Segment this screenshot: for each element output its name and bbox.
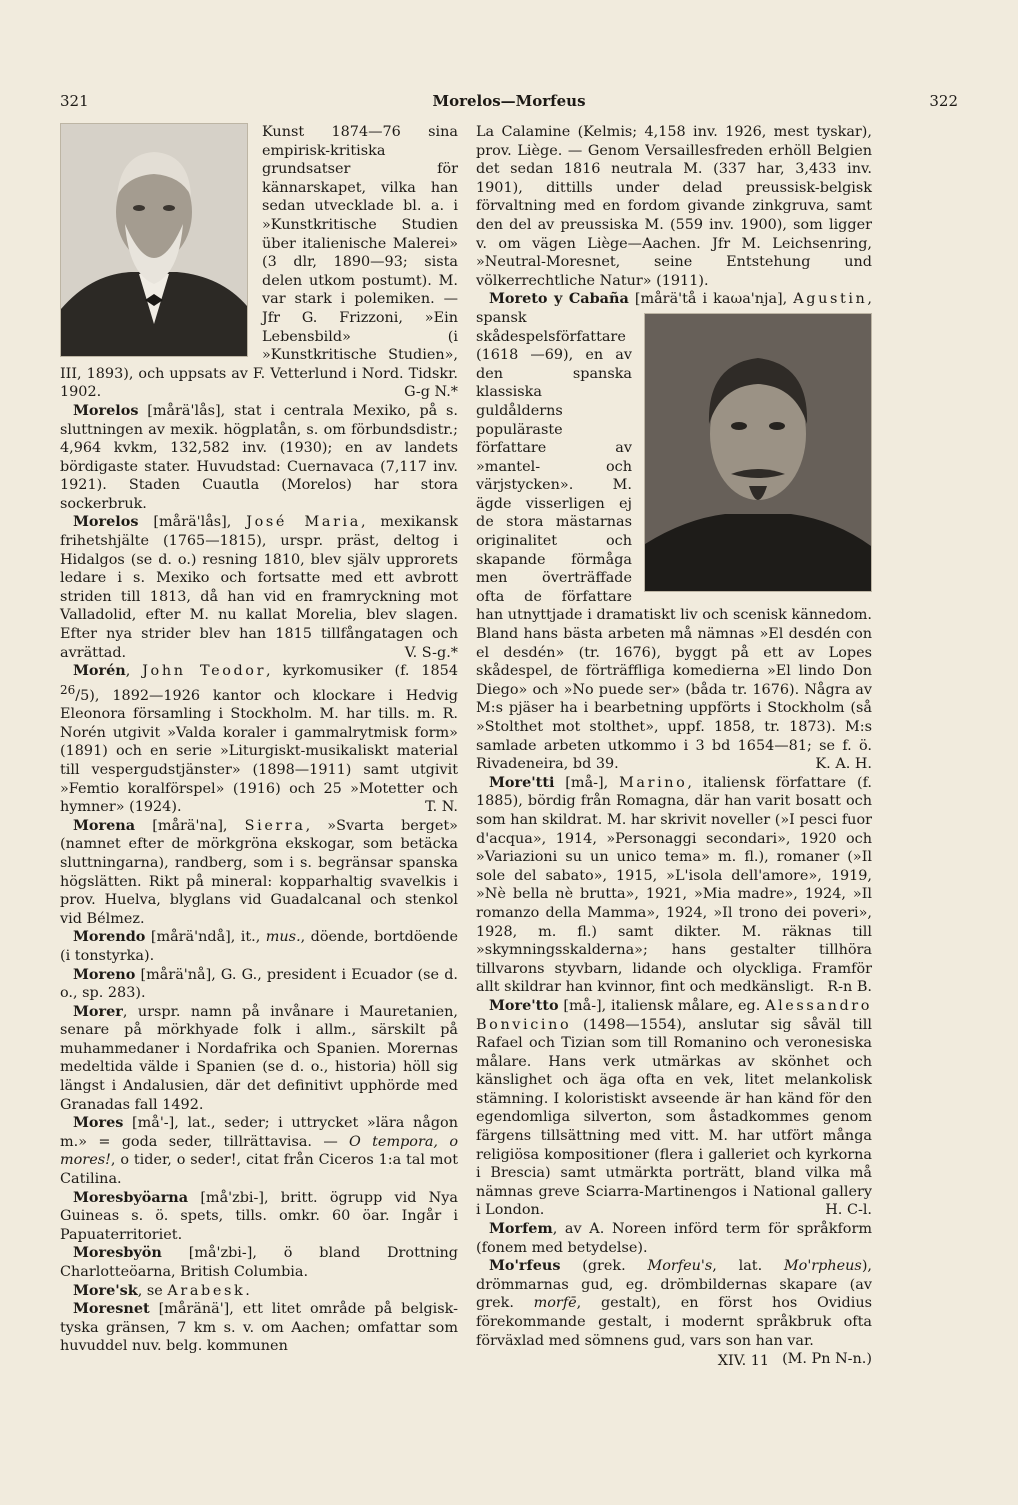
entry-moresnet-continued: La Calamine (Kelmis; 4,158 inv. 1926, mest tyskar), prov. Liège. — Genom Versaillesfreden erhöll Belgien det sedan 1816 neutrala M. (337 har, 3,433 inv. 1901), dittills under delad preussisk-belgisk förvaltning med en fordom givande zinkgruva, samt den del av preussiska M. (559 inv. 1900), som ligger v. om vägen Liège—Aachen. Jfr M. Leichsenring, »Neutral-Moresnet, seine Entstehung und völkerrechtliche Natur» (1911).	[476, 124, 872, 289]
headword: Morena	[73, 816, 136, 834]
headword: Morén	[73, 662, 126, 680]
signature-footer: XIV. 11	[717, 1353, 770, 1370]
page-number-right: 322	[929, 92, 958, 110]
entry-moreto: Moreto y Cabaña [mårä'tå i kaωa'nja], Agustin , spansk skådespelsförfattare (1618 —69), en av den spanska klassiska guldålderns populäraste författare av »mantel- och värjstycken». M. ägde visserligen ej de stora mästarnas originalitet och skapande förmåga men överträffade ofta de författare han utnyttjade i dramatiskt liv och scenisk kännedom. Bland hans bästa arbeten må nämnas »El desdén con el desdén» (tr. 1676), byggt på ett av Lopes skådespel, de förträffliga komedierna »El lindo Don Diego» och »No puede ser» (båda tr. 1676). Några av M:s pjäser ha i bearbetning uppförts i Stockholm (så »Stolthet mot stolthet», uppf. 1858, tr. 1873). M:s samlade arbeten utkommo i 3 bd 1654—81; se f. ö. Rivadeneira, bd 39. K. A. H.	[476, 290, 872, 773]
entry-morendo: Morendo [mårä'ndå], it., mus., döende, bortdöende (i tonstyrka).	[60, 928, 458, 964]
headword: Morelos	[73, 513, 139, 531]
entry-moresbyoarna: Moresbyöarna [må'zbi-], britt. ögrupp vid Nya Guineas s. ö. spets, tills. omkr. 60 öar. Ingår i Papuaterritoriet.	[60, 1188, 458, 1243]
entry-moresnet: Moresnet [måränä'], ett litet område på belgisk-tyska gränsen, 7 km s. v. om Aachen; omfattar som huvuddel nuv. belg. kommunen	[60, 1300, 458, 1355]
entry-morfem: Morfem, av A. Noreen införd term för språkform (fonem med betydelse).	[476, 1220, 872, 1256]
signature: R-n B.	[827, 979, 872, 996]
headword: More'tti	[489, 773, 555, 791]
signature: H. C-l.	[825, 1202, 872, 1219]
headword: Moreno	[73, 965, 136, 983]
headword: Morelos	[73, 401, 139, 419]
portrait-moreto	[644, 313, 872, 592]
headword: Moreto y Cabaña	[489, 290, 629, 308]
headword: Morfem	[489, 1220, 553, 1238]
signature: G-g N.*	[404, 384, 458, 401]
entry-moreno: Moreno [mårä'nå], G. G., president i Ecuador (se d. o., sp. 283).	[60, 965, 458, 1002]
running-head: Morelos—Morfeus	[432, 92, 586, 110]
signature: (M. Pn N-n.)	[782, 1351, 872, 1368]
column-right	[476, 123, 872, 1371]
entry-morelos-state: Morelos [mårä'lås], stat i centrala Mexiko, på s. sluttningen av mexik. högplatån, s. om förbundsdistr.; 4,964 kvkm, 132,582 inv. (1930); en av landets bördigaste stater. Huvudstad: Cuernavaca (7,117 inv. 1921). Staden Cuautla (Morelos) har stora sockerbruk.	[60, 401, 458, 512]
headword: More'sk	[73, 1281, 138, 1299]
entry-moretti: More'tti [må-], Marino, italiensk författare (f. 1885), bördig från Romagna, där han varit bosatt och som han skildrat. M. har skrivit noveller (»I pesci fuor d'acqua», 1914, »Personaggi secondari», 1920 och »Variazioni su un unico tema» m. fl.), romaner (»Il sole del sabato», 1915, »L'isola dell'amore», 1919, »Nè bella nè brutta», 1921, »Mia madre», 1924, »Il romanzo della Mamma», 1924, »Il trono dei poveri», 1928, m. fl.) samt dikter. M. räknas till »skymningsskalderna»; hans gestalter tillhöra tillvarons styvbarn, lidande och olyckliga. Framför allt skildrar han kvinnor, fint och medkänsligt. R-n B.	[476, 773, 872, 996]
entry-moresk: More'sk, se Arabesk.	[73, 1281, 250, 1299]
entry-morfeus: Mo'rfeus (grek. Morfeu's, lat. Mo'rpheus), drömmarnas gud, eg. drömbildernas skapare (av grek. morfē, gestalt), en först hos Ovidius förekommande gestalt, i modernt språkbruk ofta förväxlad med sömnens gud, vars son han var. (M. Pn N-n.)	[476, 1257, 873, 1368]
headword: Moresbyöarna	[73, 1188, 189, 1206]
entry-morer: Morer, urspr. namn på invånare i Mauretanien, senare på mörkhyade folk i allm., särskilt på muhammedaner i Nordafrika och Spanien. Morernas medeltida välde i Spanien (se d. o., historia) höll sig längst i Andalusien, där det definitivt upphörde med Granadas fall 1492.	[60, 1002, 458, 1113]
signature: K. A. H.	[815, 756, 872, 773]
headword: More'tto	[489, 996, 559, 1014]
entry-morelli-continued: Kunst 1874—76 sina empirisk-kritiska grundsatser för kännarskapet, vilka han sedan utvecklade bl. a. i »Kunstkritische Studien über italienische Malerei» (3 dlr, 1890—93; sista delen utkom postumt). M. var stark i polemiken. — Jfr G. Frizzoni, »Ein Lebensbild» (i »Kunstkritische Studien», III, 1893), och uppsats av F. Vetterlund i Nord. Tidskr. 1902. G-g N.*	[60, 124, 458, 401]
portrait-moreto-image	[645, 314, 871, 591]
headword: Morendo	[73, 928, 146, 946]
signature: V. S-g.*	[404, 644, 458, 661]
headword: Moresbyön	[73, 1244, 162, 1262]
entry-moresbyon: Moresbyön [må'zbi-], ö bland Drottning Charlotteöarna, British Columbia.	[60, 1244, 458, 1281]
entry-morena: Morena [mårä'na], Sierra, »Svarta berget» (namnet efter de mörkgröna ekskogar, som betäcka sluttningarna), randberg, som i s. begränsar spanska högslätten. Rikt på mineral: kopparhaltig svavelkis i prov. Huelva, blyglans vid Guadalcanal och stenkol vid Bélmez.	[60, 816, 458, 927]
signature: T. N.	[425, 799, 458, 816]
headword: Morer	[73, 1002, 123, 1020]
entry-moren: Morén, John Teodor, kyrkomusiker (f. 1854 $^{26}$/5), 1892—1926 kantor och klockare i Hedvig Eleonora församling i Stockholm. M. har tills. m. R. Norén utgivit »Valda koraler i gammalrytmisk form» (1891) och en serie »Liturgiskt-musikaliskt material till vespergudstjänster» (1898—1911) samt utgivit »Femtio koralförspel» (1916) och 25 »Motetter och hymner» (1924). T. N.	[60, 662, 458, 816]
page-number-left: 321	[60, 92, 89, 110]
entry-moretto: More'tto [må-], italiensk målare, eg. Alessandro Bonvicino (1498—1554), anslutar sig såväl till Rafael och Tizian som till Romanino och veronesiska målare. Hans verk utmärkas av skönhet och känslighet och äga ofta en vek, litet melankolisk stämning. I koloristiskt avseende är han känd för den egendomliga silverton, som åstadkommes genom färgens tillsättning med vitt. M. har utfört många religiösa kompositioner (flera i galleriet och kyrkorna i Brescia) samt utmärkta porträtt, bland vilka må nämnas greve Sciarra-Martinengos i National gallery i London. H. C-l.	[476, 996, 872, 1219]
page-header	[60, 92, 958, 114]
portrait-frizzoni-image	[61, 124, 247, 356]
portrait-frizzoni	[60, 123, 248, 357]
entry-mores: Mores [må'-], lat., seder; i uttrycket »lära någon m.» = goda seder, tillrättavisa. — O tempora, o mores!, o tider, o seder!, citat från Ciceros 1:a tal mot Catilina.	[60, 1114, 458, 1188]
headword: Mores	[73, 1114, 124, 1132]
headword: Mo'rfeus	[489, 1257, 561, 1275]
column-left	[60, 123, 458, 1356]
headword: Moresnet	[73, 1300, 150, 1318]
entry-morelos-person: Morelos [mårä'lås], José Maria, mexikansk frihetshjälte (1765—1815), urspr. präst, deltog i Hidalgos (se d. o.) resning 1810, blev själv upprorets ledare i s. Mexiko och fortsatte med ett avbrott striden till 1813, då han vid en framryckning mot Valladolid, efter M. nu kallat Morelia, blev slagen. Efter nya strider blev han 1815 tillfångatagen och avrättad. V. S-g.*	[60, 513, 458, 661]
